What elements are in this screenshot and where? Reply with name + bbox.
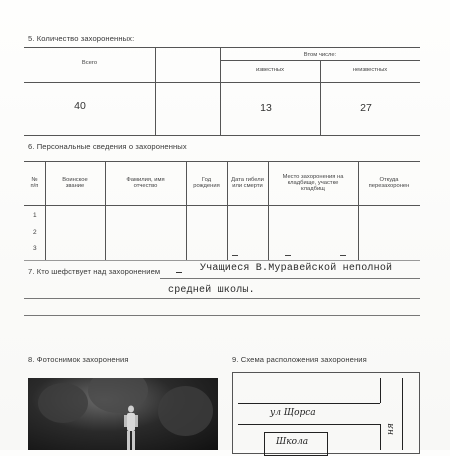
- table6-header-bottom: [24, 205, 420, 206]
- table6-row-number: 2: [33, 229, 37, 236]
- total-buried-value: 40: [74, 100, 86, 112]
- table5-bottom-border: [24, 135, 420, 136]
- street-line-corner: [380, 378, 381, 403]
- table6-row-number: 1: [33, 212, 37, 219]
- table6-bottom-border: [24, 260, 420, 261]
- table6-col-birth-year: Год рождения: [193, 177, 220, 189]
- school-label: Школа: [276, 437, 309, 447]
- dash-mark: [232, 255, 238, 256]
- dash-mark: [176, 272, 182, 273]
- dash-mark: [285, 255, 291, 256]
- table5-header-unknown: неизвестных: [352, 67, 388, 73]
- table6-row-number: 3: [33, 245, 37, 252]
- street-line-top: [238, 403, 380, 404]
- table5-col-divider-1: [155, 47, 156, 135]
- table5-header-bottom: [24, 82, 420, 83]
- table5-col-divider-2: [220, 47, 221, 135]
- table5-top-border: [24, 47, 420, 48]
- table6-col-number: № п/п: [30, 177, 39, 189]
- table6-col-name: Фамилия, имя отчество: [126, 177, 165, 189]
- table5-header-known: известных: [256, 67, 284, 73]
- table5-header-including: Втом числе:: [303, 51, 337, 58]
- side-street-label: ня: [386, 423, 396, 435]
- unknown-buried-value: 27: [360, 102, 372, 114]
- section5-title: 5. Количество захороненных:: [28, 34, 135, 43]
- patron-underline-2: [24, 298, 420, 299]
- side-street-line: [402, 378, 403, 450]
- dash-mark: [340, 255, 346, 256]
- street-line-bottom: [238, 424, 380, 425]
- section7-title: 7. Кто шефствует над захоронением: [28, 267, 161, 276]
- known-buried-value: 13: [260, 102, 272, 114]
- patron-underline-3: [24, 315, 420, 316]
- table5-header-total: Всего: [81, 60, 98, 66]
- table6-top-border: [24, 161, 420, 162]
- monument-figure: [123, 404, 139, 450]
- burial-photo: [28, 378, 218, 450]
- table6-col-burial-place: Место захоронения на кладбище, участке кладбищ: [282, 174, 344, 192]
- section6-title: 6. Персональные сведения о захороненных: [28, 142, 187, 151]
- section9-title: 9. Схема расположения захорoнения: [232, 355, 367, 364]
- table6-col-reburied-from: Откуда перезахоронен: [368, 177, 410, 189]
- section8-title: 8. Фотоснимок захоронения: [28, 355, 129, 364]
- patron-line-1: Учащиеся В.Муравейской неполной: [200, 263, 393, 274]
- patron-underline-1: [160, 278, 420, 279]
- table6-col-rank: Воинское звание: [62, 177, 88, 189]
- table6-col-death-date: Дата гибели или смерти: [231, 177, 264, 189]
- street-line-corner: [380, 424, 381, 450]
- patron-line-2: средней школы.: [168, 285, 255, 296]
- street-label: ул Щорса: [270, 408, 316, 418]
